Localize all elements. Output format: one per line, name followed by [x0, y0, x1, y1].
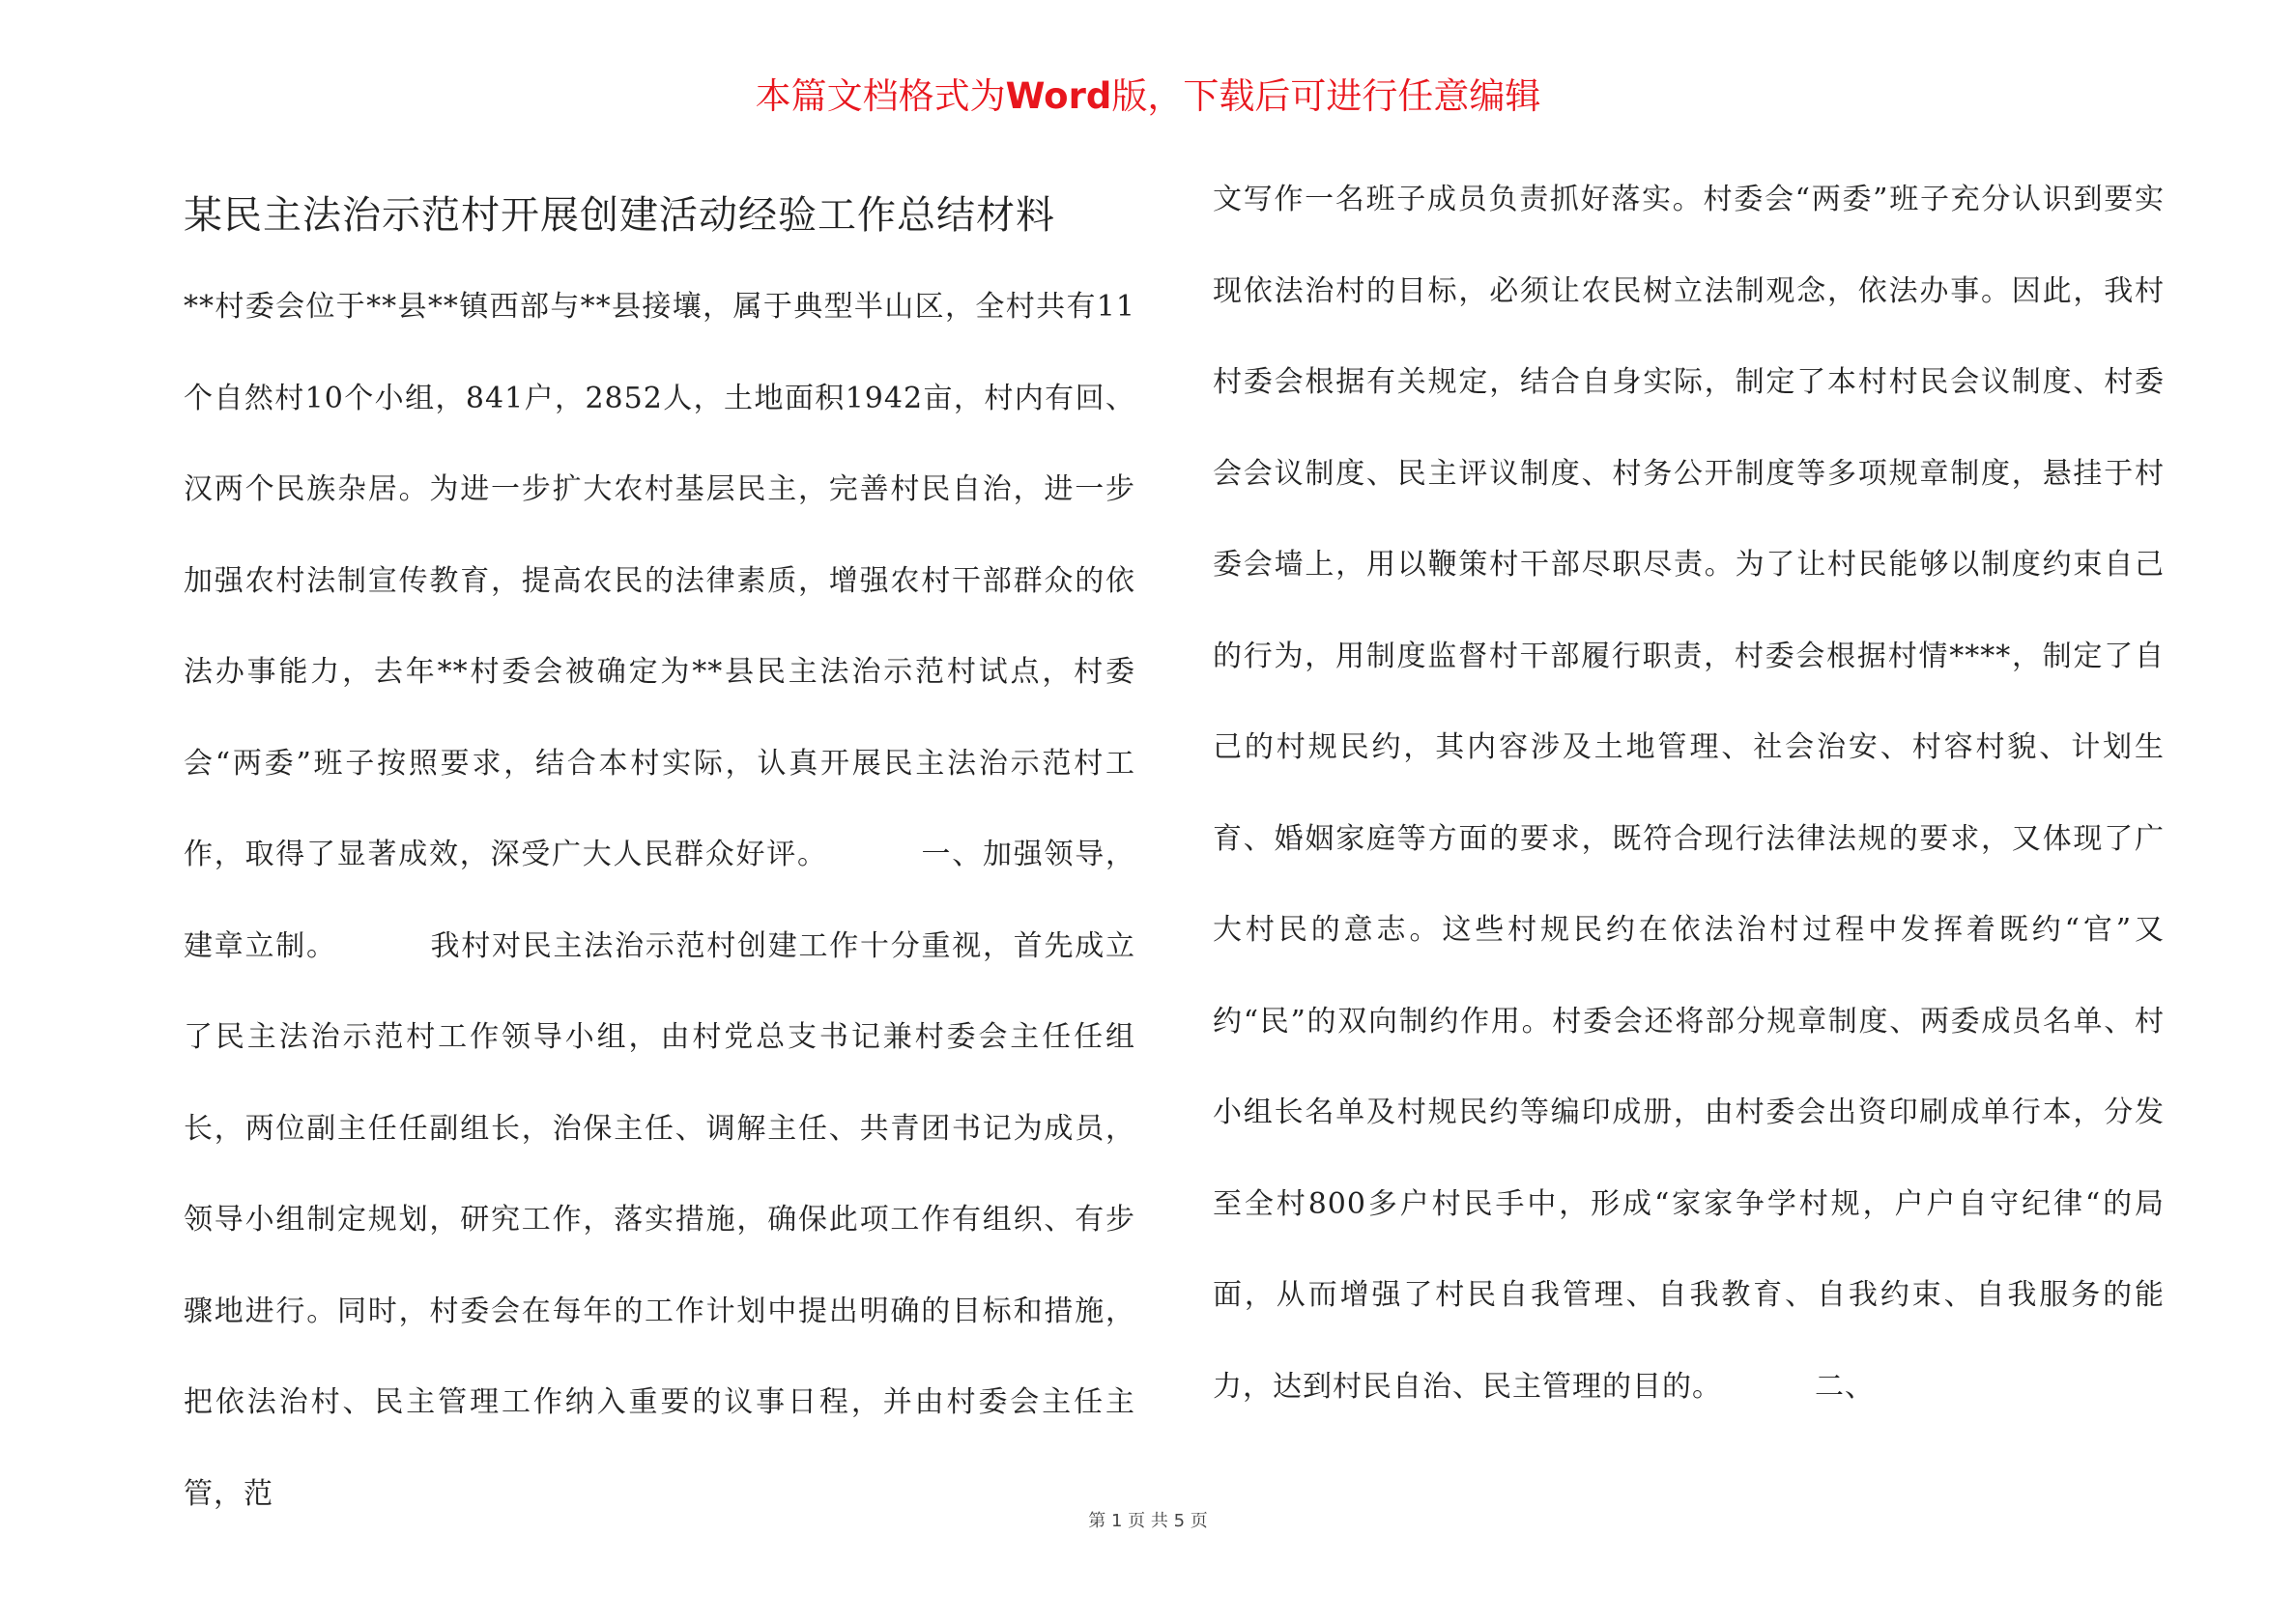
body-text-left [184, 262, 1135, 1540]
body-text-right [1213, 155, 2165, 1433]
page-number-footer: 第 1 页 共 5 页 [1088, 1511, 1208, 1531]
banner-word: Word [1005, 75, 1112, 117]
section-heading-1: 一、加强领导，建章立制。 [184, 838, 1135, 963]
document-title: 某民主法治示范村开展创建活动经验工作总结材料 [184, 193, 1055, 238]
section-1-continued: 文写作一名班子成员负责抓好落实。村委会“两委”班子充分认识到要实现依法治村的目标，必须让农民树立法制观念，依法办事。因此，我村村委会根据有关规定，结合自身实际，制定了本村村民会议制度、村委会会议制度、民主评议制度、村务公开制度等多项规章制度，悬挂于村委会墙上，用以鞭策村干部尽职尽责。为了让村民能够以制度约束自己的行为，用制度监督村干部履行职责，村委会根据村情****，制定了自己的村规民约，其内容涉及土地管理、社会治安、村容村貌、计划生育、婚姻家庭等方面的要求，既符合现行法律法规的要求，又体现了广大村民的意志。这些村规民约在依法治村过程中发挥着既约“官”又约“民”的双向制约作用。村委会还将部分规章制度、两委成员名单、村小组长名单及村规民约等编印成册，由村委会出资印刷成单行本，分发至全村800多户村民手中，形成“家家争学村规，户户自守纪律“的局面，从而增强了村民自我管理、自我教育、自我约束、自我服务的能力，达到村民自治、民主管理的目的。 [1213, 183, 2165, 1404]
section-1-paragraph: 我村对民主法治示范村创建工作十分重视，首先成立了民主法治示范村工作领导小组，由村党总支书记兼村委会主任任组长，两位副主任任副组长，治保主任、调解主任、共青团书记为成员，领导小组制定规划，研究工作，落实措施，确保此项工作有组织、有步骤地进行。同时，村委会在每年的工作计划中提出明确的目标和措施，把依法治村、民主管理工作纳入重要的议事日程，并由村委会主任主管，范 [184, 928, 1135, 1511]
intro-paragraph: **村委会位于**县**镇西部与**县接壤，属于典型半山区，全村共有11个自然村10个小组，841户，2852人，土地面积1942亩，村内有回、汉两个民族杂居。为进一步扩大农村基层民主，完善村民自治，进一步加强农村法制宣传教育，提高农民的法律素质，增强农村干部群众的依法办事能力，去年**村委会被确定为**县民主法治示范村试点，村委会“两委”班子按照要求，结合本村实际，认真开展民主法治示范村工作，取得了显著成效，深受广大人民群众好评。 [184, 290, 1135, 871]
section-heading-2: 二、 [1815, 1369, 1875, 1404]
word-format-banner [0, 68, 2296, 126]
banner-suffix: 版，下载后可进行任意编辑 [1111, 75, 1541, 117]
banner-prefix: 本篇文档格式为 [755, 75, 1006, 117]
left-column [184, 169, 1135, 1540]
right-column [1213, 155, 2165, 1433]
